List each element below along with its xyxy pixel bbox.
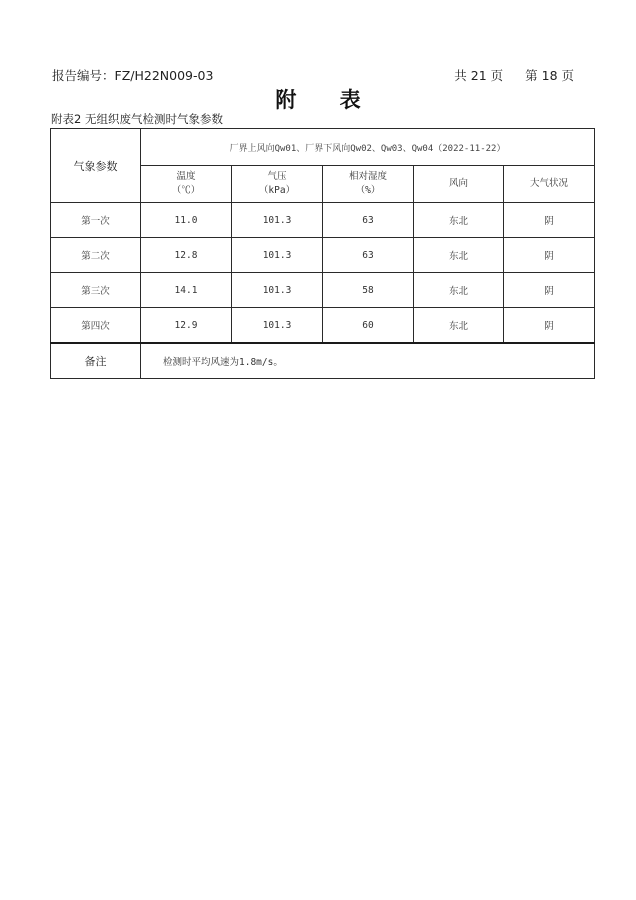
wind-direction-cell: 东北 [414, 308, 504, 344]
humidity-cell: 58 [323, 273, 414, 308]
row-label: 第一次 [51, 203, 141, 238]
wind-direction-cell: 东北 [414, 273, 504, 308]
column-unit: （℃） [171, 185, 201, 196]
table-caption: 附表2 无组织废气检测时气象参数 [51, 112, 223, 126]
row-header-cell: 气象参数 [51, 129, 141, 203]
column-name: 气压 [267, 171, 287, 182]
column-header-wind-direction [414, 166, 504, 203]
row-label: 第二次 [51, 238, 141, 273]
weather-cell: 阴 [504, 273, 595, 308]
column-unit: （%） [355, 185, 381, 196]
meteorological-parameters-table [50, 128, 595, 379]
table-row [51, 308, 595, 344]
column-name: 温度 [176, 171, 196, 182]
remarks-label: 备注 [51, 343, 141, 379]
page-count [450, 66, 574, 84]
column-name: 相对湿度 [348, 171, 387, 182]
humidity-cell: 60 [323, 308, 414, 344]
remarks-text: 检测时平均风速为1.8m/s。 [141, 343, 595, 379]
document-title: 附 表 [275, 88, 379, 112]
table-row [51, 238, 595, 273]
pressure-cell: 101.3 [232, 238, 323, 273]
humidity-cell: 63 [323, 238, 414, 273]
temperature-cell: 12.8 [141, 238, 232, 273]
temperature-cell: 14.1 [141, 273, 232, 308]
current-page: 第 18 页 [525, 68, 574, 83]
total-pages: 共 21 页 [454, 68, 504, 83]
table-header-row [51, 129, 595, 166]
column-name: 大气状况 [530, 178, 569, 189]
row-label: 第四次 [51, 308, 141, 344]
temperature-cell: 12.9 [141, 308, 232, 344]
table-row [51, 273, 595, 308]
column-header-temperature [141, 166, 232, 203]
remarks-row [51, 343, 595, 379]
weather-cell: 阴 [504, 238, 595, 273]
temperature-cell: 11.0 [141, 203, 232, 238]
humidity-cell: 63 [323, 203, 414, 238]
column-header-humidity [323, 166, 414, 203]
pressure-cell: 101.3 [232, 203, 323, 238]
column-unit: （kPa） [258, 185, 296, 196]
table-row [51, 203, 595, 238]
column-header-weather [504, 166, 595, 203]
pressure-cell: 101.3 [232, 308, 323, 344]
column-header-pressure [232, 166, 323, 203]
report-number: 报告编号：FZ/H22N009-03 [52, 68, 214, 83]
pressure-cell: 101.3 [232, 273, 323, 308]
row-label: 第三次 [51, 273, 141, 308]
weather-cell: 阴 [504, 203, 595, 238]
monitoring-points-cell: 厂界上风向Qw01、厂界下风向Qw02、Qw03、Qw04（2022-11-22） [141, 129, 595, 166]
column-name: 风向 [448, 178, 468, 189]
wind-direction-cell: 东北 [414, 203, 504, 238]
weather-cell: 阴 [504, 308, 595, 344]
wind-direction-cell: 东北 [414, 238, 504, 273]
